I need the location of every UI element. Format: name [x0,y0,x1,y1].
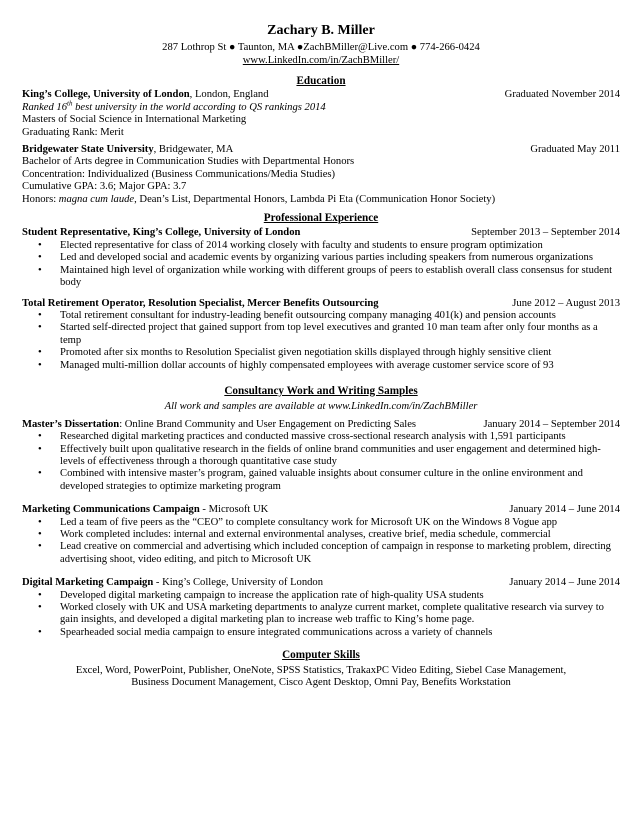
bsu-date: Graduated May 2011 [530,144,620,156]
project-row [22,577,620,589]
address: 287 Lothrop St [162,42,227,53]
bullet-item: • Promoted after six months to Resolution Specialist given negotiation skills displayed through highly sensitive client [22,347,620,359]
linkedin-link[interactable]: www.LinkedIn.com/in/ZachBMiller/ [242,55,400,66]
bsu-location: , Bridgewater, MA [153,144,234,156]
bsu-degree: Bachelor of Arts degree in Communication Studies with Departmental Honors [22,156,355,168]
project-row [22,419,620,431]
job-title: Student Representative, King’s College, University of London [22,227,301,239]
bullet-item: • Developed digital marketing campaign to increase the application rate of high-quality USA students [22,590,620,602]
kings-school: King’s College, University of London [22,89,190,101]
project-subtitle: : Online Brand Community and User Engagement on Predicting Sales [119,418,417,430]
bullet-item: • Combined with intensive master’s program, gained valuable insights about consumer culture in the online environment and developed strategies to optimize marketing program [22,468,620,493]
skills-heading: Computer Skills [282,649,360,662]
bullet-separator: ● [228,42,236,53]
project-date: January 2014 – June 2014 [509,577,620,589]
kings-degree: Masters of Social Science in International Marketing [22,114,247,126]
project-bullets [22,431,620,493]
bsu-row [22,144,620,156]
project-bullets [22,517,620,567]
bullet-item: • Lead creative on commercial and advertising which included conception of campaign in response to marketing problem, directing advertising shoot, video editing, and pitch to Microsoft UK [22,541,620,566]
contact-line [22,41,620,54]
email: ZachBMiller@Live.com [303,42,409,53]
bullet-item: • Led and developed social and academic events by organizing various parties including speakers from numerous organizations [22,252,620,264]
bullet-item: • Effectively built upon qualitative research in the fields of online brand communities and user engagement and determined high-levels of effectiveness through a thorough quantitative case study [22,444,620,469]
skills-line: Excel, Word, PowerPoint, Publisher, OneNote, SPSS Statistics, TrakaxPC Video Editing, Siebel Case Management, [75,664,567,676]
job-row [22,298,620,310]
job-title: Total Retirement Operator, Resolution Specialist, Mercer Benefits Outsourcing [22,297,379,309]
bullet-item: • Managed multi-million dollar accounts of highly compensated employees with average customer service score of 93 [22,360,620,372]
education-heading: Education [296,75,346,87]
bullet-item: • Elected representative for class of 2014 working closely with faculty and students to ensure program optimization [22,240,620,252]
experience-heading: Professional Experience [263,212,379,225]
job-date: June 2012 – August 2013 [512,297,620,309]
project-bullets [22,590,620,640]
resume-page [22,0,620,826]
project-date: January 2014 – June 2014 [509,504,620,516]
skills-line: Business Document Management, Cisco Agent Desktop, Omni Pay, Benefits Workstation [131,677,511,689]
bullet-separator: ● [410,42,418,53]
project-row [22,504,620,516]
bullet-item: • Maintained high level of organization while working with different groups of peers to establish overall class consensus for student body [22,265,620,290]
job-bullets [22,310,620,372]
resume-name: Zachary B. Miller [267,23,375,38]
project-subtitle: - Microsoft UK [199,504,269,516]
job-bullets [22,240,620,290]
project-title: Marketing Communications Campaign [22,504,200,516]
project-title: Digital Marketing Campaign [22,577,154,589]
project-date: January 2014 – September 2014 [483,418,620,430]
city: Taunton, MA [237,42,295,53]
kings-row [22,89,620,101]
bsu-concentration: Concentration: Individualized (Business Communications/Media Studies) [22,168,336,180]
bullet-item: • Work completed includes: internal and external environmental analyses, creative brief, media schedule, commercial [22,529,620,541]
bsu-school: Bridgewater State University [22,144,154,156]
bullet-item: • Researched digital marketing practices and conducted massive cross-sectional research analysis with 1,591 participants [22,431,620,443]
bsu-gpa: Cumulative GPA: 3.6; Major GPA: 3.7 [22,181,187,193]
bullet-item: • Started self-directed project that gained support from top level executives and granted 10 man team after only four months as a temp [22,322,620,347]
bullet-separator: ● [296,42,304,53]
kings-rank: Graduating Rank: Merit [22,126,124,138]
phone: 774-266-0424 [419,42,480,53]
bullet-item: • Spearheaded social media campaign to ensure integrated communications across a variety of channels [22,627,620,639]
bullet-item: • Worked closely with UK and USA marketing departments to analyze current market, complete qualitative research via survey to gain insights, and developed a digital marketing plan to increase web traffic to King’s home page. [22,602,620,627]
consultancy-heading: Consultancy Work and Writing Samples [224,384,418,397]
kings-date: Graduated November 2014 [504,89,620,101]
bullet-item: • Led a team of five peers as the “CEO” to complete consultancy work for Microsoft UK on the Windows 8 Vogue app [22,517,620,529]
consultancy-subtitle: All work and samples are available at www.LinkedIn.com/in/ZachBMiller [164,401,478,413]
kings-location: , London, England [189,89,269,101]
bullet-item: • Total retirement consultant for industry-leading benefit outsourcing company managing 401(k) and pension accounts [22,310,620,322]
bsu-honors: Honors: magna cum laude, Dean’s List, Departmental Honors, Lambda Pi Eta (Communication Honor Society) [22,193,496,205]
kings-ranking: Ranked 16th best university in the world according to QS rankings 2014 [22,99,326,113]
job-date: September 2013 – September 2014 [471,227,620,239]
project-title: Master’s Dissertation [22,418,120,430]
job-row [22,227,620,239]
project-subtitle: - King’s College, University of London [153,577,324,589]
